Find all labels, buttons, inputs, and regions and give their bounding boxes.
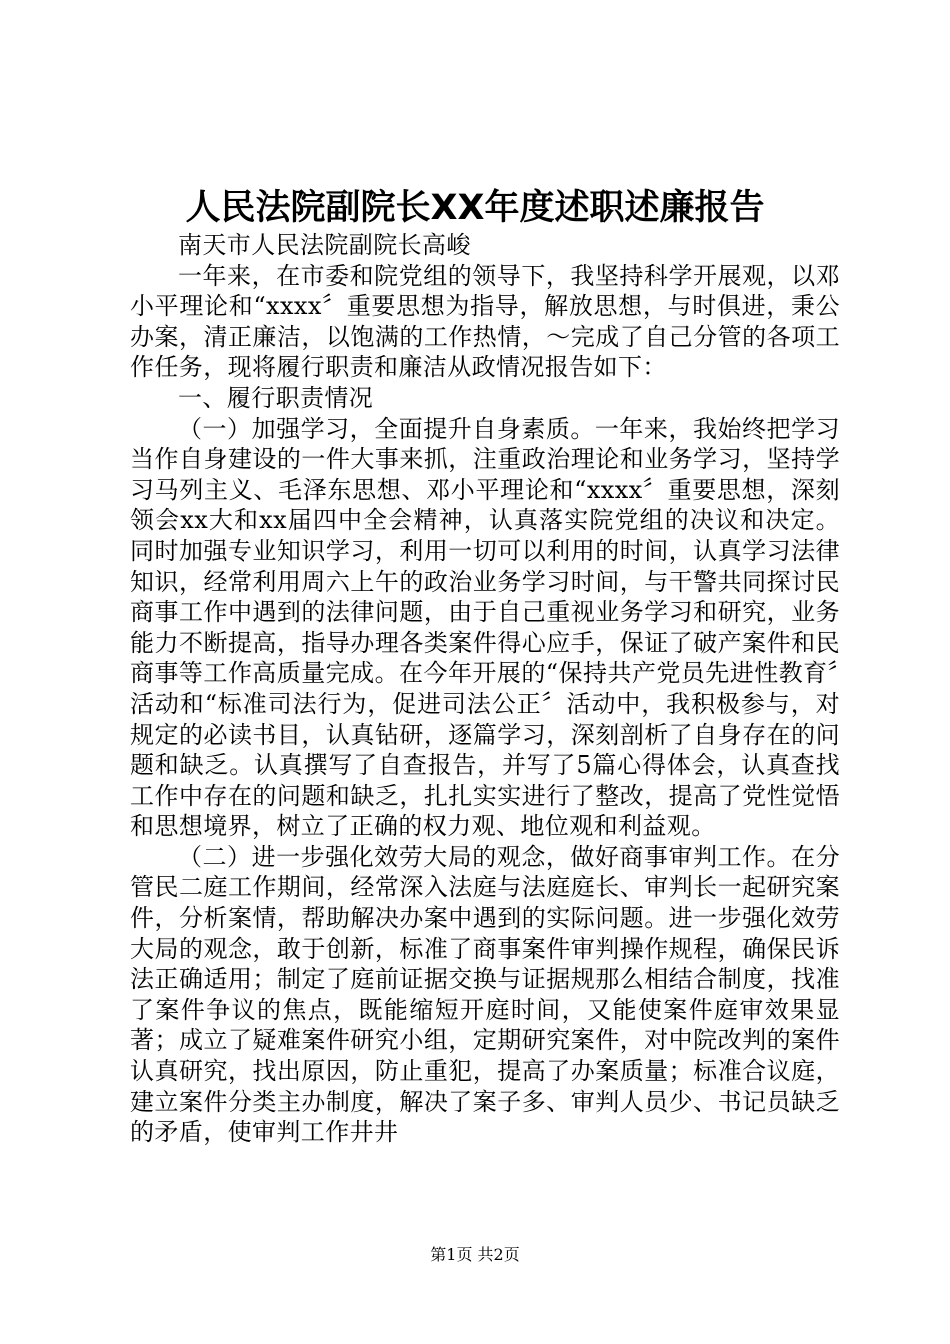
- section-heading: 一、履行职责情况: [178, 383, 374, 412]
- page-footer: 第1页 共2页: [430, 1245, 520, 1264]
- paragraph-intro: 一年来，在市委和院党组的领导下，我坚持科学开展观，以邓小平理论和“xxxx〞重要思想为指导，解放思想，与时俱进，秉公办案，清正廉洁，以饱满的工作热情，～完成了自己分管的各项工作任务，现将履行职责和廉洁从政情况报告如下：: [130, 261, 840, 382]
- author-line: 南天市人民法院副院长高峻: [178, 231, 471, 259]
- document-body: [130, 230, 840, 1178]
- body-clip: [130, 230, 840, 1178]
- paragraph-service: （二）进一步强化效劳大局的观念，做好商事审判工作。在分管民二庭工作期间，经常深入法庭与法庭庭长、审判长一起研究案件，分析案情，帮助解决办案中遇到的实际问题。进一步强化效劳大局的观念，敢于创新，标准了商事案件审判操作规程，确保民诉法正确适用；制定了庭前证据交换与证据规那么相结合制度，找准了案件争议的焦点，既能缩短开庭时间，又能使案件庭审效果显著；成立了疑难案件研究小组，定期研究案件，对中院改判的案件认真研究，找出原因，防止重犯，提高了办案质量；标准合议庭，建立案件分类主办制度，解决了案子多、审判人员少、书记员缺乏的矛盾，使审判工作井井: [130, 842, 840, 1147]
- document-title: 人民法院副院长XX年度述职述廉报告: [185, 188, 765, 228]
- paragraph-study: （一）加强学习，全面提升自身素质。一年来，我始终把学习当作自身建设的一件大事来抓，注重政治理论和业务学习，坚持学习马列主义、毛泽东思想、邓小平理论和“xxxx〞重要思想，深刻领会xx大和xx届四中全会精神，认真落实院党组的决议和决定。同时加强专业知识学习，利用一切可以利用的时间，认真学习法律知识，经常利用周六上午的政治业务学习时间，与干警共同探讨民商事工作中遇到的法律问题，由于自己重视业务学习和研究，业务能力不断提高，指导办理各类案件得心应手，保证了破产案件和民商事等工作高质量完成。在今年开展的“保持共产党员先进性教育〞活动和“标准司法行为，促进司法公正〞活动中，我积极参与，对规定的必读书目，认真钻研，逐篇学习，深刻剖析了自身存在的问题和缺乏。认真撰写了自查报告，并写了5篇心得体会，认真查找工作中存在的问题和缺乏，扎扎实实进行了整改，提高了党性觉悟和思想境界，树立了正确的权力观、地位观和利益观。: [130, 414, 840, 841]
